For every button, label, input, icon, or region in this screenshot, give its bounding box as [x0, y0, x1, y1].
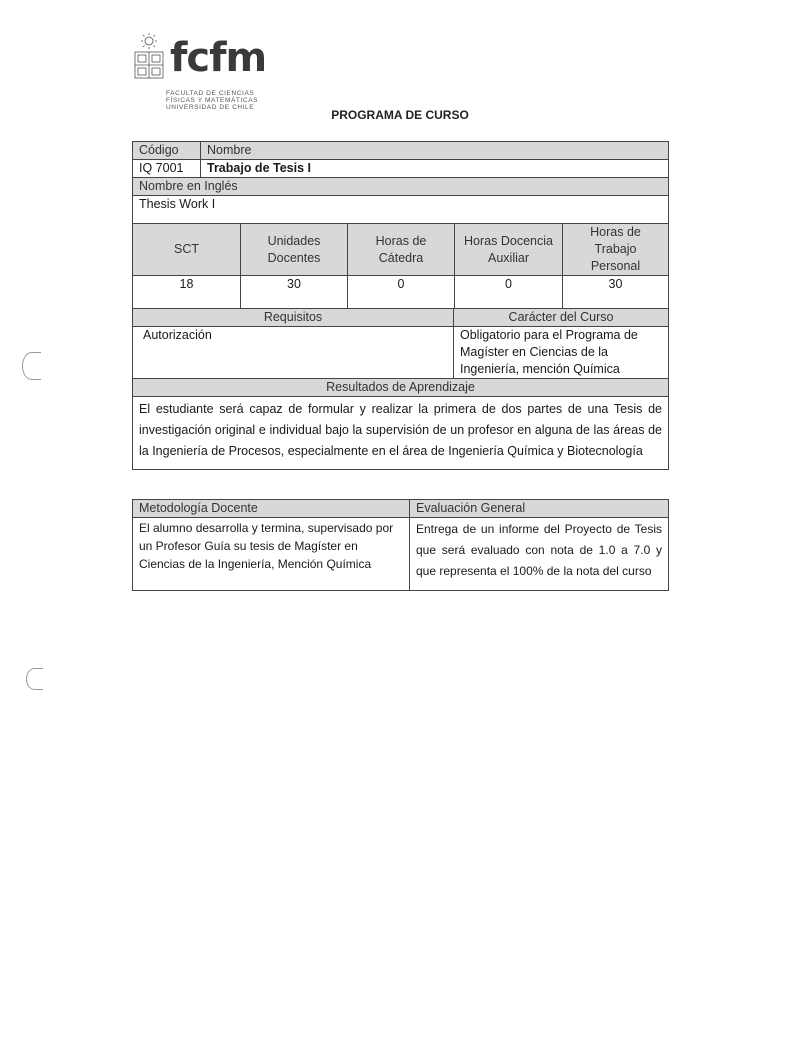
- requirements-table: [132, 308, 669, 470]
- evaluacion-value: Entrega de un informe del Proyecto de Tesis que será evaluado con nota de 1.0 a 7.0 y que representa el 100% de la nota del curso: [410, 518, 669, 591]
- hours-header: Horas de Trabajo Personal: [563, 224, 669, 276]
- metodologia-value: El alumno desarrolla y termina, supervisado por un Profesor Guía su tesis de Magíster en Ciencias de la Ingeniería, Mención Química: [133, 518, 410, 591]
- nombre-label: Nombre: [201, 142, 669, 160]
- hours-value: 30: [563, 276, 669, 309]
- hours-header: Horas Docencia Auxiliar: [455, 224, 563, 276]
- metodologia-label: Metodología Docente: [133, 500, 410, 518]
- english-name: Thesis Work I: [133, 196, 669, 225]
- hours-value: 30: [241, 276, 348, 309]
- methodology-table: [132, 499, 669, 591]
- evaluacion-label: Evaluación General: [410, 500, 669, 518]
- hours-value: 18: [133, 276, 241, 309]
- course-info-table: [132, 141, 669, 225]
- university-seal-icon: [132, 32, 166, 82]
- logo-line: FÍSICAS Y MATEMÁTICAS: [166, 97, 259, 104]
- faculty-logo: [132, 32, 267, 120]
- codigo-label: Código: [133, 142, 201, 160]
- course-code: IQ 7001: [133, 160, 201, 178]
- logo-line: FACULTAD DE CIENCIAS: [166, 90, 255, 97]
- caracter-label: Carácter del Curso: [454, 309, 669, 327]
- hours-header: Unidades Docentes: [241, 224, 348, 276]
- document-title: PROGRAMA DE CURSO: [331, 108, 469, 122]
- requisitos-label: Requisitos: [133, 309, 454, 327]
- hours-value: 0: [455, 276, 563, 309]
- hours-value: 0: [348, 276, 455, 309]
- english-name-label: Nombre en Inglés: [133, 178, 669, 196]
- outcomes-text: El estudiante será capaz de formular y realizar la primera de dos partes de una Tesis de investigación original e individual bajo la supervisión de un profesor en alguna de las áreas de la Ingeniería de Procesos, especialmente en el área de Ingeniería Química y Biotecnología: [133, 397, 669, 470]
- caracter-value: Obligatorio para el Programa de Magíster en Ciencias de la Ingeniería, mención Química: [454, 327, 669, 379]
- logo-wordmark: fcfm: [170, 35, 267, 81]
- hours-table: [132, 223, 669, 309]
- scan-mark: [22, 352, 41, 380]
- hours-header: SCT: [133, 224, 241, 276]
- hours-header: Horas de Cátedra: [348, 224, 455, 276]
- logo-line: UNIVERSIDAD DE CHILE: [166, 104, 255, 111]
- outcomes-label: Resultados de Aprendizaje: [133, 379, 669, 397]
- scan-mark: [26, 668, 43, 690]
- course-name: Trabajo de Tesis I: [201, 160, 669, 178]
- requisitos-value: Autorización: [133, 327, 454, 379]
